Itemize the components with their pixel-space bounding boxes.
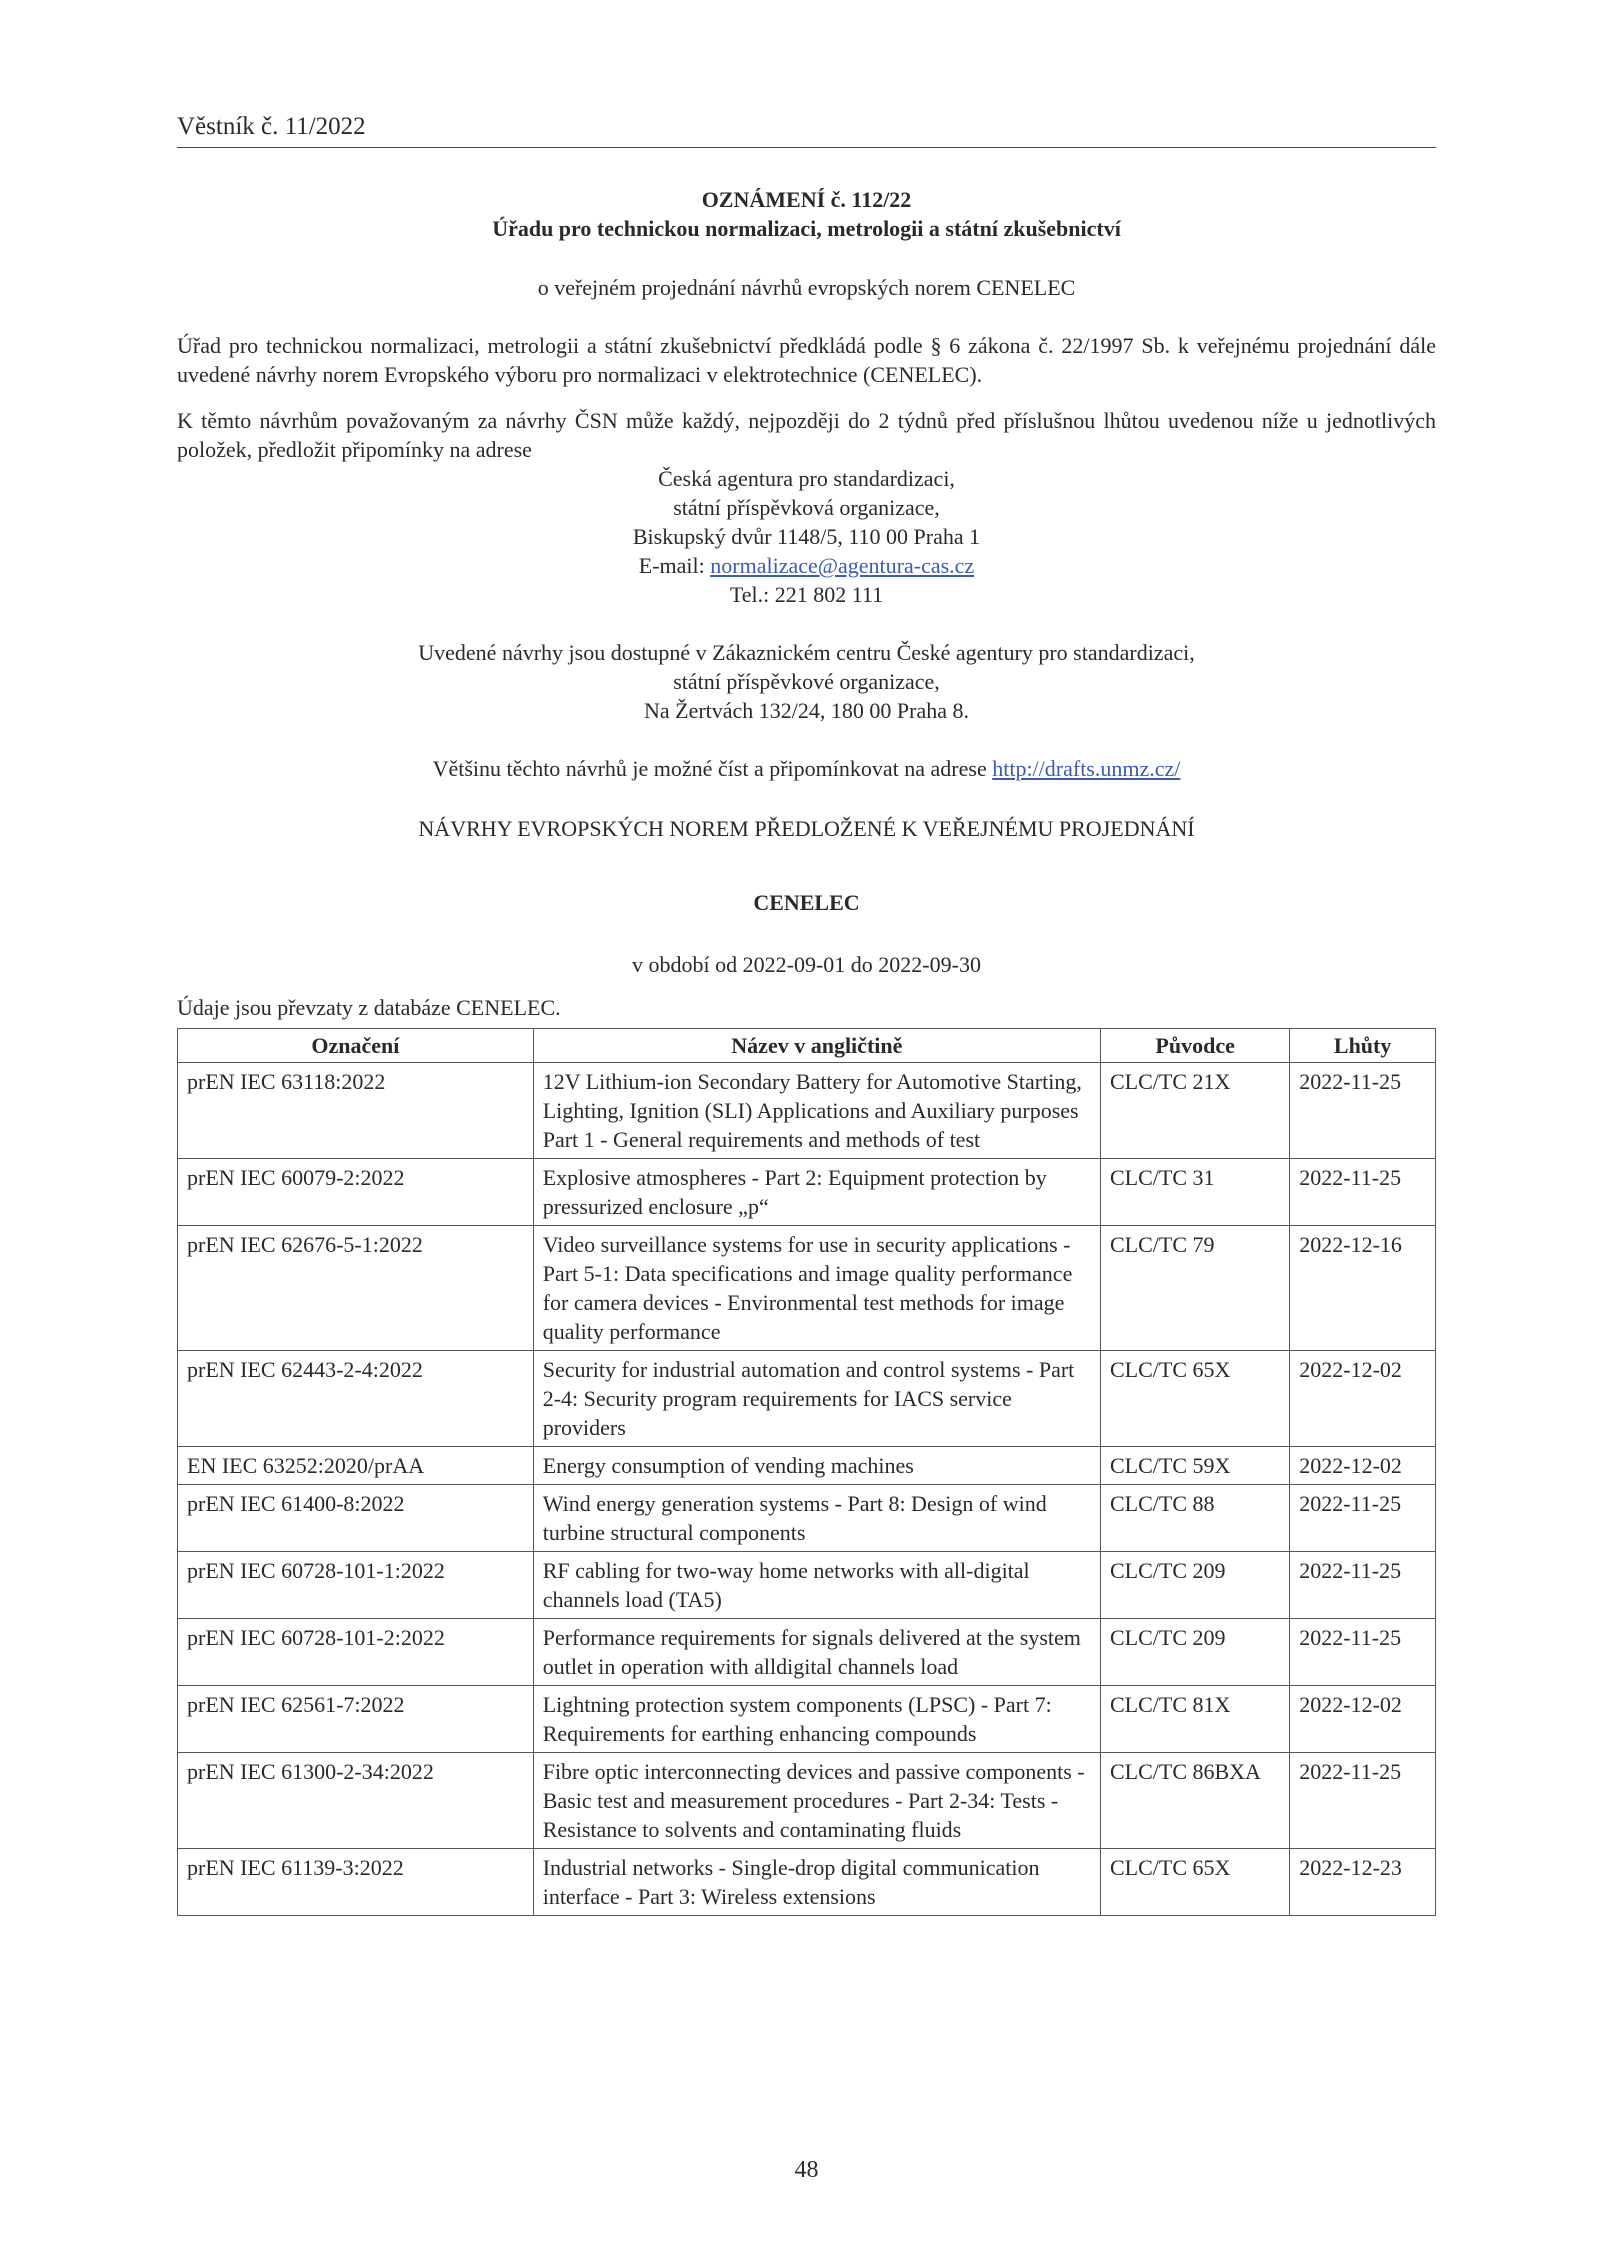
cell-designation: prEN IEC 60079-2:2022 <box>178 1159 534 1226</box>
cell-title: Explosive atmospheres - Part 2: Equipment protection by pressurized enclosure „p“ <box>533 1159 1100 1226</box>
page-number: 48 <box>794 2157 819 2183</box>
cell-originator: CLC/TC 79 <box>1100 1226 1289 1351</box>
cell-title: Performance requirements for signals delivered at the system outlet in operation with alldigital channels load <box>533 1619 1100 1686</box>
address-line-2: státní příspěvková organizace, <box>673 495 940 520</box>
cell-designation: prEN IEC 61400-8:2022 <box>178 1485 534 1552</box>
drafts-line <box>177 754 1436 783</box>
cell-originator: CLC/TC 59X <box>1100 1447 1289 1485</box>
cell-title: Energy consumption of vending machines <box>533 1447 1100 1485</box>
cell-designation: prEN IEC 61300-2-34:2022 <box>178 1753 534 1849</box>
cell-deadline: 2022-12-23 <box>1290 1849 1436 1916</box>
address-line-3: Biskupský dvůr 1148/5, 110 00 Praha 1 <box>632 524 981 549</box>
email-link[interactable]: normalizace@agentura-cas.cz <box>710 553 975 578</box>
cell-designation: prEN IEC 62561-7:2022 <box>178 1686 534 1753</box>
cell-originator: CLC/TC 21X <box>1100 1063 1289 1159</box>
cell-deadline: 2022-12-02 <box>1290 1447 1436 1485</box>
cell-originator: CLC/TC 88 <box>1100 1485 1289 1552</box>
table-row <box>178 1619 1436 1686</box>
address-line-1: Česká agentura pro standardizaci, <box>658 466 955 491</box>
period-line: v období od 2022-09-01 do 2022-09-30 <box>632 952 981 977</box>
cell-title: Video surveillance systems for use in security applications - Part 5-1: Data specifications and image quality performance for camera devices - Environmental test methods for image quality performance <box>533 1226 1100 1351</box>
cell-designation: prEN IEC 63118:2022 <box>178 1063 534 1159</box>
table-row <box>178 1159 1436 1226</box>
cell-title: Lightning protection system components (LPSC) - Part 7: Requirements for earthing enhancing compounds <box>533 1686 1100 1753</box>
intro-paragraph: Úřad pro technickou normalizaci, metrologii a státní zkušebnictví předkládá podle § 6 zákona č. 22/1997 Sb. k veřejnému projednání dále uvedené návrhy norem Evropského výboru pro normalizaci v elektrotechnice (CENELEC). <box>177 333 1436 387</box>
cell-title: RF cabling for two-way home networks with all-digital channels load (TA5) <box>533 1552 1100 1619</box>
availability-line-2: státní příspěvkové organizace, <box>673 669 940 694</box>
cell-designation: prEN IEC 62443-2-4:2022 <box>178 1351 534 1447</box>
address-email-line <box>177 551 1436 580</box>
cell-designation: prEN IEC 62676-5-1:2022 <box>178 1226 534 1351</box>
cell-deadline: 2022-12-02 <box>1290 1686 1436 1753</box>
cell-deadline: 2022-11-25 <box>1290 1619 1436 1686</box>
cell-deadline: 2022-11-25 <box>1290 1552 1436 1619</box>
standards-table <box>177 1028 1436 1916</box>
email-label: E-mail: <box>638 553 711 578</box>
table-row <box>178 1753 1436 1849</box>
comments-paragraph: K těmto návrhům považovaným za návrhy ČSN může každý, nejpozději do 2 týdnů před příslušnou lhůtou uvedenou níže u jednotlivých položek, předložit připomínky na adrese <box>177 408 1436 462</box>
drafts-text: Většinu těchto návrhů je možné číst a připomínkovat na adrese <box>432 756 993 781</box>
cell-title: Wind energy generation systems - Part 8: Design of wind turbine structural components <box>533 1485 1100 1552</box>
table-header-row <box>178 1029 1436 1063</box>
col-header-english-title: Název v angličtině <box>533 1029 1100 1063</box>
cell-deadline: 2022-11-25 <box>1290 1753 1436 1849</box>
col-header-deadline: Lhůty <box>1290 1029 1436 1063</box>
table-row <box>178 1686 1436 1753</box>
availability-line-3: Na Žertvách 132/24, 180 00 Praha 8. <box>643 698 970 723</box>
address-tel: Tel.: 221 802 111 <box>729 582 884 607</box>
notice-subject: o veřejném projednání návrhů evropských norem CENELEC <box>537 275 1076 300</box>
journal-header: Věstník č. 11/2022 <box>177 113 1436 148</box>
cell-deadline: 2022-12-16 <box>1290 1226 1436 1351</box>
cell-originator: CLC/TC 31 <box>1100 1159 1289 1226</box>
cell-originator: CLC/TC 86BXA <box>1100 1753 1289 1849</box>
cell-title: Fibre optic interconnecting devices and passive components - Basic test and measurement procedures - Part 2-34: Tests - Resistance to solvents and contaminating fluids <box>533 1753 1100 1849</box>
cell-designation: EN IEC 63252:2020/prAA <box>178 1447 534 1485</box>
section-title: NÁVRHY EVROPSKÝCH NOREM PŘEDLOŽENÉ K VEŘEJNÉMU PROJEDNÁNÍ <box>418 816 1195 841</box>
cell-deadline: 2022-11-25 <box>1290 1485 1436 1552</box>
cell-originator: CLC/TC 81X <box>1100 1686 1289 1753</box>
cell-title: Security for industrial automation and control systems - Part 2-4: Security program requirements for IACS service providers <box>533 1351 1100 1447</box>
drafts-link[interactable]: http://drafts.unmz.cz/ <box>992 756 1181 781</box>
org-heading: CENELEC <box>753 890 860 915</box>
cell-designation: prEN IEC 60728-101-2:2022 <box>178 1619 534 1686</box>
cell-title: 12V Lithium-ion Secondary Battery for Automotive Starting, Lighting, Ignition (SLI) Applications and Auxiliary purposes Part 1 - General requirements and methods of test <box>533 1063 1100 1159</box>
notice-issuer: Úřadu pro technickou normalizaci, metrologii a státní zkušebnictví <box>492 216 1121 241</box>
cell-designation: prEN IEC 60728-101-1:2022 <box>178 1552 534 1619</box>
cell-originator: CLC/TC 65X <box>1100 1849 1289 1916</box>
table-row <box>178 1849 1436 1916</box>
col-header-designation: Označení <box>178 1029 534 1063</box>
source-note: Údaje jsou převzaty z databáze CENELEC. <box>177 995 561 1020</box>
table-row <box>178 1351 1436 1447</box>
cell-originator: CLC/TC 209 <box>1100 1552 1289 1619</box>
cell-deadline: 2022-11-25 <box>1290 1063 1436 1159</box>
col-header-originator: Původce <box>1100 1029 1289 1063</box>
table-row <box>178 1552 1436 1619</box>
cell-designation: prEN IEC 61139-3:2022 <box>178 1849 534 1916</box>
availability-line-1: Uvedené návrhy jsou dostupné v Zákaznickém centru České agentury pro standardizaci, <box>418 640 1195 665</box>
cell-title: Industrial networks - Single-drop digital communication interface - Part 3: Wireless extensions <box>533 1849 1100 1916</box>
notice-number: OZNÁMENÍ č. 112/22 <box>701 187 912 212</box>
table-row <box>178 1226 1436 1351</box>
table-row <box>178 1447 1436 1485</box>
cell-deadline: 2022-11-25 <box>1290 1159 1436 1226</box>
table-row <box>178 1485 1436 1552</box>
cell-originator: CLC/TC 209 <box>1100 1619 1289 1686</box>
table-row <box>178 1063 1436 1159</box>
cell-deadline: 2022-12-02 <box>1290 1351 1436 1447</box>
cell-originator: CLC/TC 65X <box>1100 1351 1289 1447</box>
